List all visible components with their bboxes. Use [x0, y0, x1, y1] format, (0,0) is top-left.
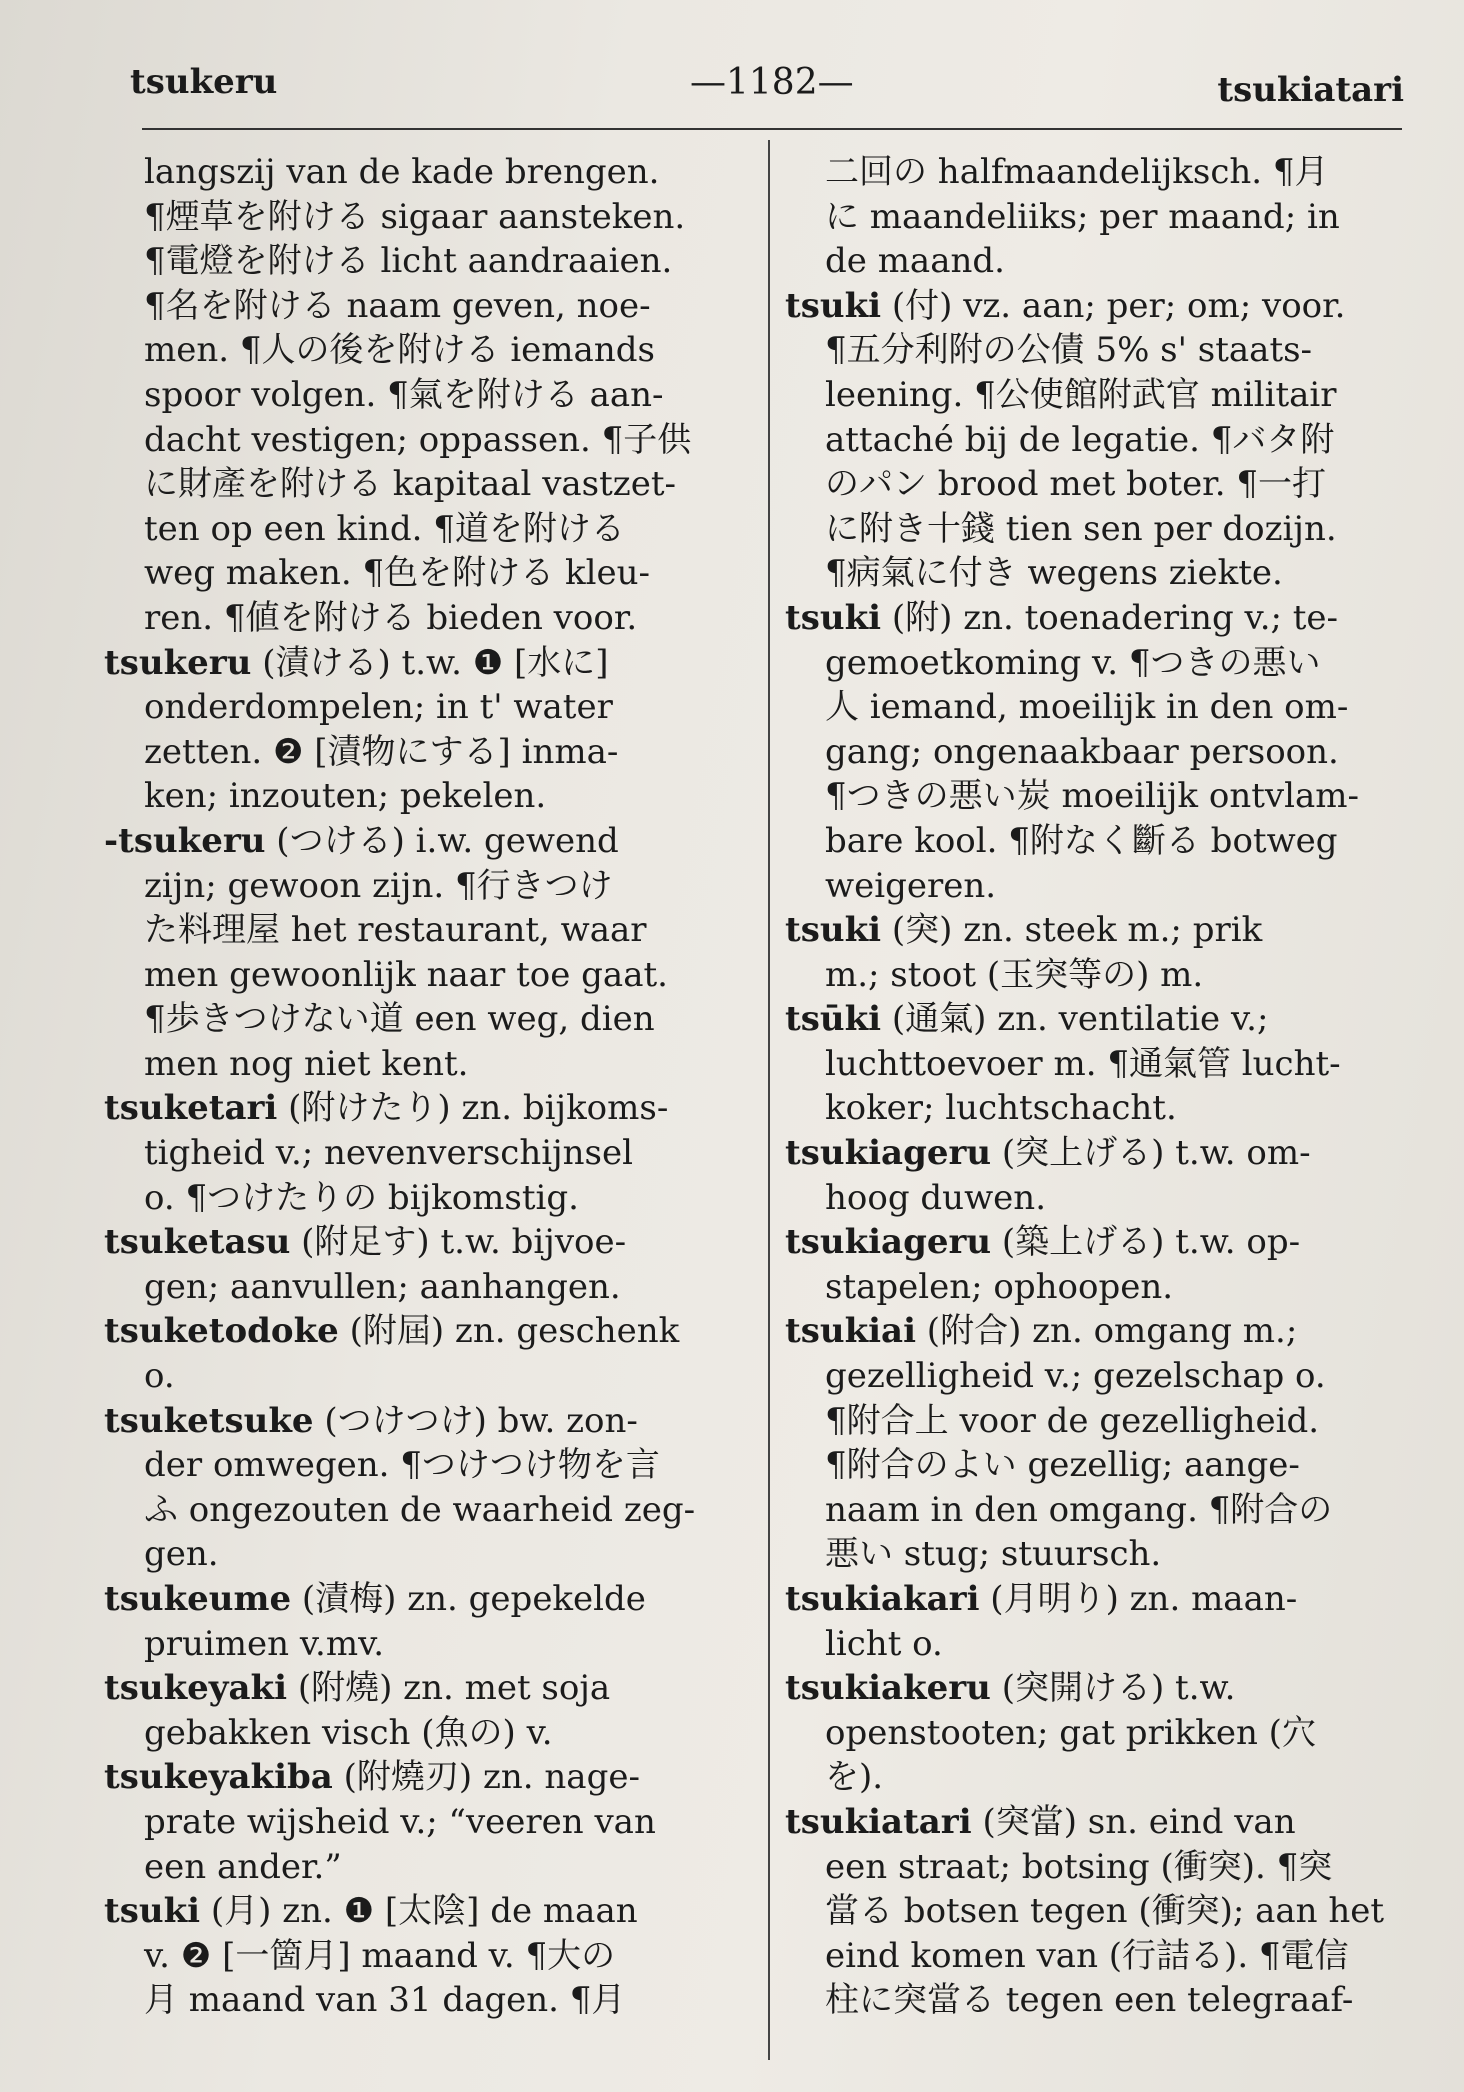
headword: tsuketari: [104, 1088, 278, 1129]
entry-line: ¶つきの悪い炭 moeilijk ontvlam-: [825, 776, 1359, 817]
column-divider: [768, 140, 770, 2060]
header-rule: [142, 128, 1402, 130]
entry-headword-line: tsukeume (漬梅) zn. gepekelde: [104, 1579, 646, 1619]
entry-line: に財產を附ける kapitaal vastzet-: [144, 464, 676, 505]
headword: tsuki: [785, 285, 882, 326]
entry-line: onderdompelen; in t' water: [144, 687, 613, 728]
entry-headword-line: tsukiageru (突上げる) t.w. om-: [785, 1133, 1311, 1174]
entry-line: luchttoevoer m. ¶通氣管 lucht-: [825, 1043, 1341, 1084]
left-column: [104, 150, 744, 2023]
entry-line: o.: [144, 1356, 175, 1397]
entry-line: stapelen; ophoopen.: [825, 1266, 1174, 1307]
entry-headword-line: tsukiatari (突當) sn. eind van: [785, 1801, 1296, 1842]
entry-line: ¶名を附ける naam geven, noe-: [144, 285, 651, 326]
headword: tsukeume: [104, 1579, 292, 1619]
entry-line: leening. ¶公使館附武官 militair: [825, 374, 1337, 415]
entry-line: tigheid v.; nevenverschijnsel: [144, 1133, 633, 1174]
entry-line: ren. ¶値を附ける bieden voor.: [144, 597, 638, 638]
entry-line: gezelligheid v.; gezelschap o.: [825, 1356, 1326, 1397]
entry-line: zetten. ❷ [漬物にする] inma-: [144, 731, 619, 772]
entry-headword-line: tsuki (付) vz. aan; per; om; voor.: [785, 285, 1346, 326]
entry-line: に附き十錢 tien sen per dozijn.: [825, 508, 1337, 549]
entry-line: gen; aanvullen; aanhangen.: [144, 1266, 621, 1307]
entry-line: を).: [825, 1757, 884, 1798]
entry-line: ふ ongezouten de waarheid zeg-: [144, 1489, 696, 1530]
entry-line: ¶附合のよい gezellig; aange-: [825, 1445, 1300, 1486]
entry-line: gemoetkoming v. ¶つきの悪い: [825, 642, 1321, 683]
entry-headword-line: tsuki (附) zn. toenadering v.; te-: [785, 597, 1339, 638]
headword: tsukiai: [785, 1311, 916, 1352]
entry-line: prate wijsheid v.; “veeren van: [144, 1801, 656, 1842]
entry-line: langszij van de kade brengen.: [144, 152, 660, 192]
entry-headword-line: tsūki (通氣) zn. ventilatie v.;: [785, 999, 1269, 1040]
entry-headword-line: tsukeyakiba (附燒刃) zn. nage-: [104, 1757, 640, 1798]
headword: tsukeyaki: [104, 1668, 288, 1709]
entry-line: eind komen van (行詰る). ¶電信: [825, 1935, 1349, 1976]
entry-headword-line: tsuki (突) zn. steek m.; prik: [785, 910, 1263, 951]
entry-line: 悪い stug; stuursch.: [825, 1534, 1162, 1575]
entry-line: spoor volgen. ¶氣を附ける aan-: [144, 374, 664, 415]
entry-line: v. ❷ [一箇月] maand v. ¶大の: [144, 1935, 616, 1976]
headword: tsuki: [104, 1891, 201, 1932]
entry-line: m.; stoot (玉突等の) m.: [825, 954, 1204, 995]
entry-headword-line: tsukiakeru (突開ける) t.w.: [785, 1668, 1236, 1709]
entry-line: ¶歩きつけない道 een weg, dien: [144, 999, 655, 1040]
entry-line: men nog niet kent.: [144, 1043, 469, 1084]
headword: tsuketodoke: [104, 1311, 339, 1352]
headword: tsukiageru: [785, 1222, 992, 1263]
entry-line: attaché bij de legatie. ¶バタ附: [825, 419, 1335, 460]
right-column: [785, 150, 1415, 2023]
headword: tsukiakari: [785, 1579, 980, 1619]
entry-headword-line: tsuketari (附けたり) zn. bijkoms-: [104, 1088, 669, 1129]
headword: tsuketsuke: [104, 1400, 314, 1441]
entry-line: 人 iemand, moeilijk in den om-: [825, 687, 1349, 728]
entry-line: ¶五分利附の公債 5% s' staats-: [825, 330, 1313, 371]
entry-line: men. ¶人の後を附ける iemands: [144, 330, 655, 371]
entry-headword-line: tsuketodoke (附屆) zn. geschenk: [104, 1311, 680, 1352]
entry-line: een ander.”: [144, 1846, 342, 1887]
entry-line: gen.: [144, 1534, 219, 1575]
entry-line: に maandeliiks; per maand; in: [825, 196, 1340, 237]
page-header: [130, 62, 1404, 122]
headword: tsuketasu: [104, 1222, 291, 1263]
page-number: —1182—: [690, 62, 854, 103]
entry-line: gang; ongenaakbaar persoon.: [825, 731, 1339, 772]
entry-line: weigeren.: [825, 865, 997, 906]
entry-line: hoog duwen.: [825, 1177, 1046, 1218]
entry-headword-line: tsukeyaki (附燒) zn. met soja: [104, 1668, 611, 1709]
header-right-guideword: tsukiatari: [1217, 70, 1404, 110]
headword: -tsukeru: [104, 820, 266, 861]
entry-line: de maand.: [825, 241, 1005, 282]
entry-line: ¶附合上 voor de gezelligheid.: [825, 1400, 1320, 1441]
headword: tsuki: [785, 910, 882, 951]
entry-headword-line: tsukiakari (月明り) zn. maan-: [785, 1579, 1298, 1619]
entry-line: zijn; gewoon zijn. ¶行きつけ: [144, 865, 613, 906]
headword: tsukeyakiba: [104, 1757, 333, 1798]
entry-line: men gewoonlijk naar toe gaat.: [144, 954, 668, 995]
entry-line: ken; inzouten; pekelen.: [144, 776, 547, 817]
entry-line: gebakken visch (魚の) v.: [144, 1712, 553, 1753]
entry-line: ten op een kind. ¶道を附ける: [144, 508, 625, 549]
entry-line: naam in den omgang. ¶附合の: [825, 1489, 1333, 1530]
entry-line: licht o.: [825, 1623, 943, 1664]
entry-line: weg maken. ¶色を附ける kleu-: [144, 553, 650, 594]
entry-line: der omwegen. ¶つけつけ物を言: [144, 1445, 660, 1486]
entry-line: 柱に突當る tegen een telegraaf-: [825, 1980, 1354, 2021]
entry-headword-line: tsukiai (附合) zn. omgang m.;: [785, 1311, 1298, 1352]
entry-line: 月 maand van 31 dagen. ¶月: [144, 1980, 626, 2021]
entry-line: koker; luchtschacht.: [825, 1088, 1177, 1129]
headword: tsuki: [785, 597, 882, 638]
entry-line: のパン brood met boter. ¶一打: [825, 464, 1326, 505]
entry-line: ¶煙草を附ける sigaar aansteken.: [144, 196, 686, 237]
entry-line: dacht vestigen; oppassen. ¶子供: [144, 419, 692, 460]
entry-line: openstooten; gat prikken (穴: [825, 1712, 1316, 1753]
entry-line: ¶電燈を附ける licht aandraaien.: [144, 241, 673, 282]
entry-line: 當る botsen tegen (衝突); aan het: [825, 1891, 1385, 1932]
headword: tsukiatari: [785, 1801, 972, 1842]
entry-headword-line: tsukeru (漬ける) t.w. ❶ [水に]: [104, 642, 609, 683]
entry-line: pruimen v.mv.: [144, 1623, 385, 1664]
entry-line: た料理屋 het restaurant, waar: [144, 910, 647, 951]
entry-line: bare kool. ¶附なく斷る botweg: [825, 820, 1338, 861]
entry-headword-line: tsuketasu (附足す) t.w. bijvoe-: [104, 1222, 627, 1263]
entry-headword-line: -tsukeru (つける) i.w. gewend: [104, 820, 619, 861]
headword: tsukiakeru: [785, 1668, 991, 1709]
entry-line: een straat; botsing (衝突). ¶突: [825, 1846, 1333, 1887]
headword: tsukeru: [104, 642, 252, 683]
headword: tsukiageru: [785, 1133, 992, 1174]
entry-headword-line: tsuketsuke (つけつけ) bw. zon-: [104, 1400, 638, 1441]
entry-headword-line: tsuki (月) zn. ❶ [太陰] de maan: [104, 1891, 638, 1932]
entry-headword-line: tsukiageru (築上げる) t.w. op-: [785, 1222, 1301, 1263]
header-left-guideword: tsukeru: [130, 62, 278, 102]
entry-line: 二回の halfmaandelijksch. ¶月: [825, 152, 1329, 192]
entry-line: ¶病氣に付き wegens ziekte.: [825, 553, 1283, 594]
headword: tsūki: [785, 999, 882, 1040]
entry-line: o. ¶つけたりの bijkomstig.: [144, 1177, 579, 1218]
